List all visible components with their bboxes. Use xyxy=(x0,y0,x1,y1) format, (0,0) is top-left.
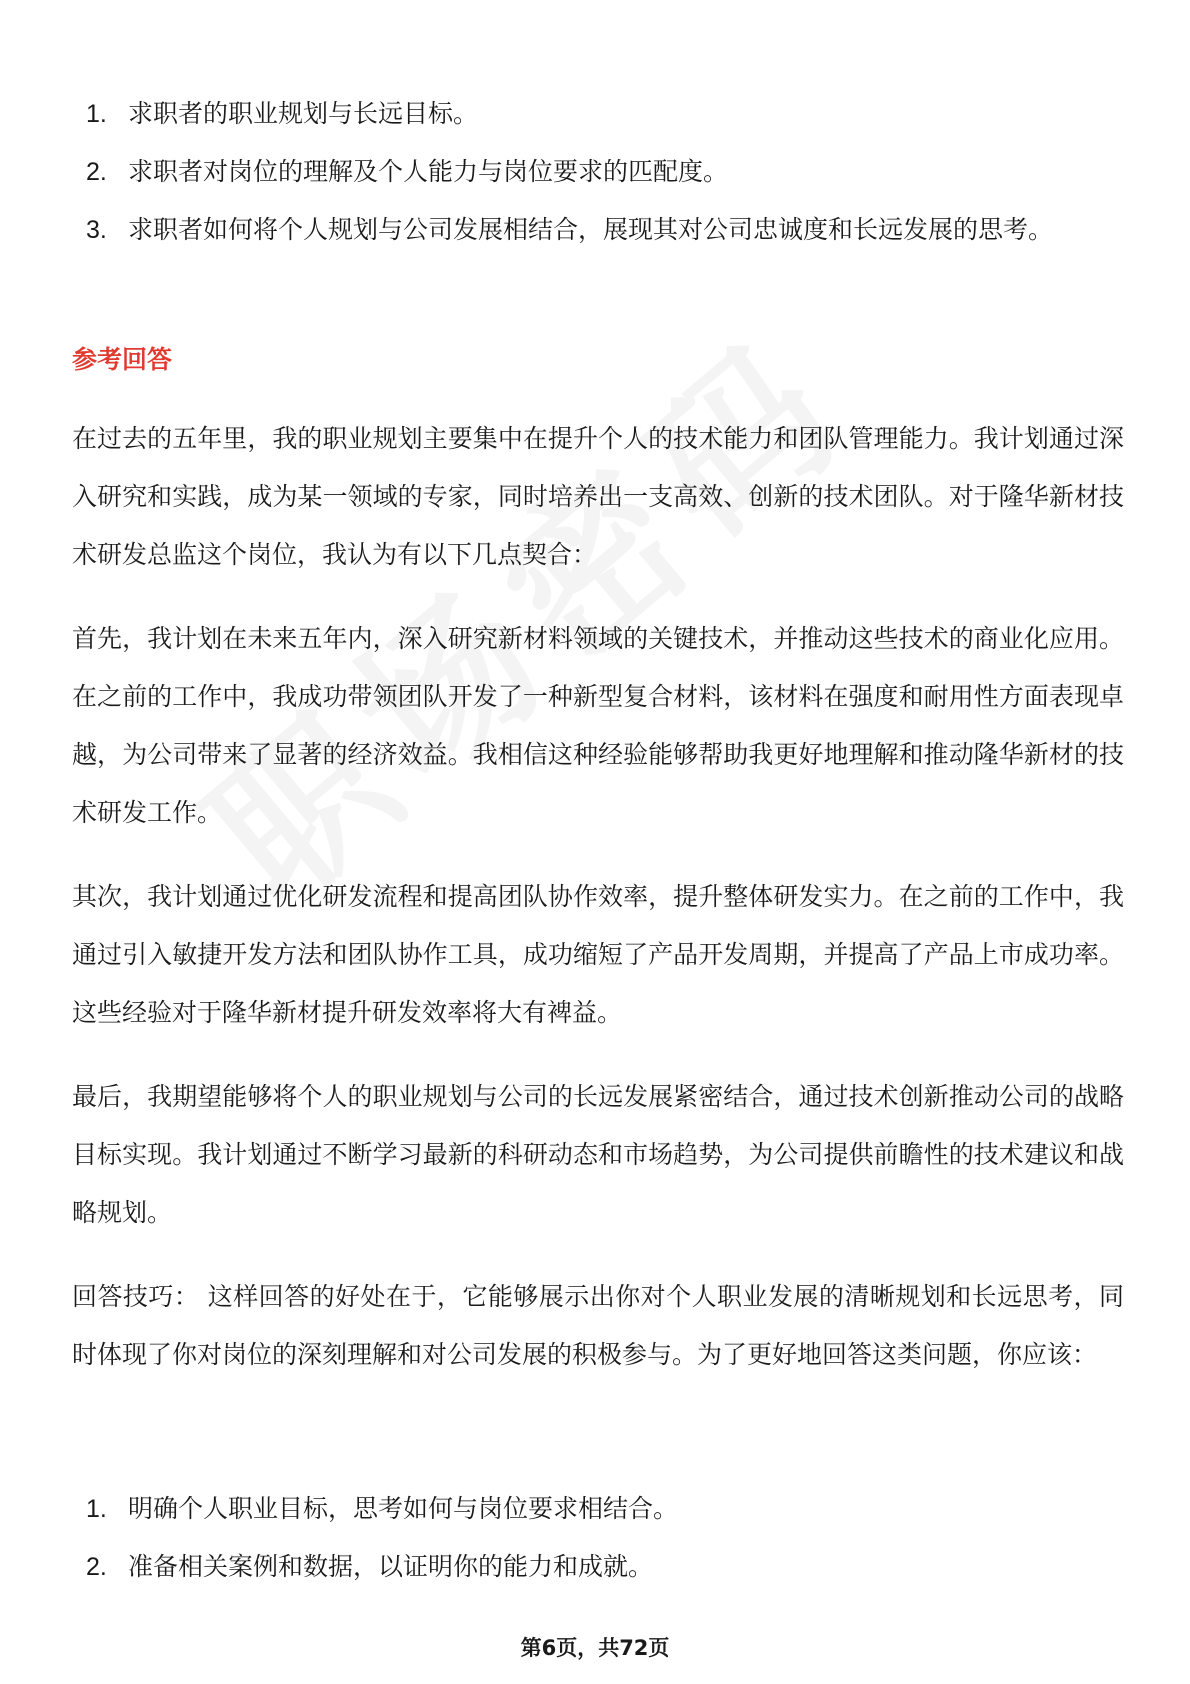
list-item xyxy=(72,1538,1122,1596)
list-item-number: 1. xyxy=(86,100,107,128)
page-footer: 第6页，共72页 xyxy=(520,1636,670,1660)
paragraph: 最后，我期望能够将个人的职业规划与公司的长远发展紧密结合，通过技术创新推动公司的战略目标实现。我计划通过不断学习最新的科研动态和市场趋势，为公司提供前瞻性的技术建议和战略规划。 xyxy=(72,1082,1124,1227)
paragraph: 首先，我计划在未来五年内，深入研究新材料领域的关键技术，并推动这些技术的商业化应用。在之前的工作中，我成功带领团队开发了一种新型复合材料，该材料在强度和耐用性方面表现卓越，为公司带来了显著的经济效益。我相信这种经验能够帮助我更好地理解和推动隆华新材的技术研发工作。 xyxy=(72,624,1124,827)
list-item-text: 明确个人职业目标，思考如何与岗位要求相结合。 xyxy=(128,1494,679,1523)
section-heading: 参考回答 xyxy=(72,345,173,374)
bottom-numbered-list xyxy=(72,1480,1122,1596)
list-item-number: 1. xyxy=(86,1495,107,1523)
list-item xyxy=(72,1480,1122,1538)
top-numbered-list xyxy=(72,85,1122,259)
answer-tips-paragraph: 回答技巧： 这样回答的好处在于，它能够展示出你对个人职业发展的清晰规划和长远思考，同时体现了你对岗位的深刻理解和对公司发展的积极参与。为了更好地回答这类问题，你应该： xyxy=(72,1282,1124,1369)
list-item xyxy=(72,201,1122,259)
list-item-number: 2. xyxy=(86,1553,107,1581)
list-item-text: 准备相关案例和数据，以证明你的能力和成就。 xyxy=(128,1552,654,1581)
list-item-text: 求职者的职业规划与长远目标。 xyxy=(128,99,479,128)
list-item xyxy=(72,143,1122,201)
list-item-text: 求职者如何将个人规划与公司发展相结合，展现其对公司忠诚度和长远发展的思考。 xyxy=(128,215,1054,244)
paragraph: 在过去的五年里，我的职业规划主要集中在提升个人的技术能力和团队管理能力。我计划通过深入研究和实践，成为某一领域的专家，同时培养出一支高效、创新的技术团队。对于隆华新材技术研发总监这个岗位，我认为有以下几点契合： xyxy=(72,424,1124,569)
paragraph: 其次，我计划通过优化研发流程和提高团队协作效率，提升整体研发实力。在之前的工作中，我通过引入敏捷开发方法和团队协作工具，成功缩短了产品开发周期，并提高了产品上市成功率。这些经验对于隆华新材提升研发效率将大有裨益。 xyxy=(72,882,1124,1027)
list-item-number: 3. xyxy=(86,216,107,244)
list-item xyxy=(72,85,1122,143)
list-item-number: 2. xyxy=(86,158,107,186)
list-item-text: 求职者对岗位的理解及个人能力与岗位要求的匹配度。 xyxy=(128,157,729,186)
